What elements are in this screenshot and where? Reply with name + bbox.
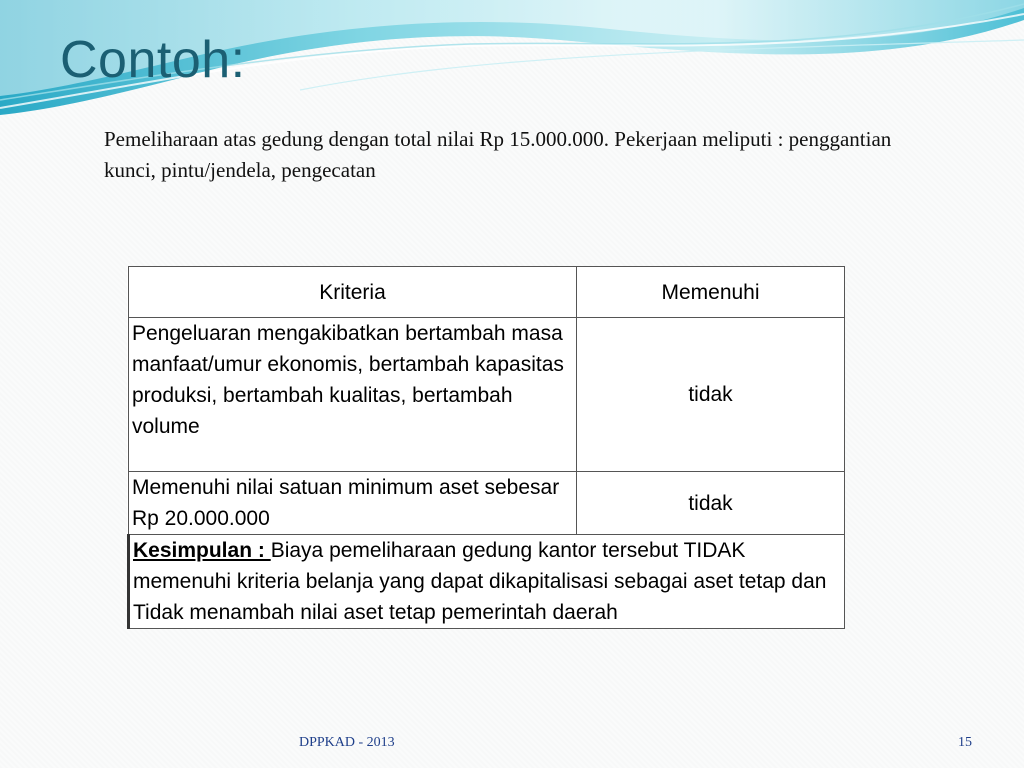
table-header-row bbox=[129, 267, 845, 318]
table-row bbox=[129, 318, 845, 472]
criteria-table bbox=[127, 266, 845, 629]
kriteria-cell: Pengeluaran mengakibatkan bertambah masa manfaat/umur ekonomis, bertambah kapasitas produksi, bertambah kualitas, bertambah volume bbox=[129, 318, 577, 472]
footer-organization: DPPKAD - 2013 bbox=[299, 735, 395, 750]
header-kriteria: Kriteria bbox=[129, 267, 577, 318]
conclusion-text: Biaya pemeliharaan gedung kantor tersebut TIDAK memenuhi kriteria belanja yang dapat dikapitalisasi sebagai aset tetap dan Tidak menambah nilai aset tetap pemerintah daerah bbox=[133, 539, 827, 624]
conclusion-row bbox=[129, 535, 845, 629]
memenuhi-cell: tidak bbox=[577, 472, 845, 535]
conclusion-label: Kesimpulan : bbox=[133, 539, 271, 562]
table-row bbox=[129, 472, 845, 535]
header-memenuhi: Memenuhi bbox=[577, 267, 845, 318]
slide-title: Contoh: bbox=[60, 31, 246, 89]
kriteria-cell: Memenuhi nilai satuan minimum aset sebesar Rp 20.000.000 bbox=[129, 472, 577, 535]
page-number: 15 bbox=[958, 735, 972, 750]
memenuhi-cell: tidak bbox=[577, 318, 845, 472]
intro-paragraph: Pemeliharaan atas gedung dengan total nilai Rp 15.000.000. Pekerjaan meliputi : penggantian kunci, pintu/jendela, pengecatan bbox=[104, 127, 892, 182]
conclusion-cell bbox=[129, 535, 845, 629]
